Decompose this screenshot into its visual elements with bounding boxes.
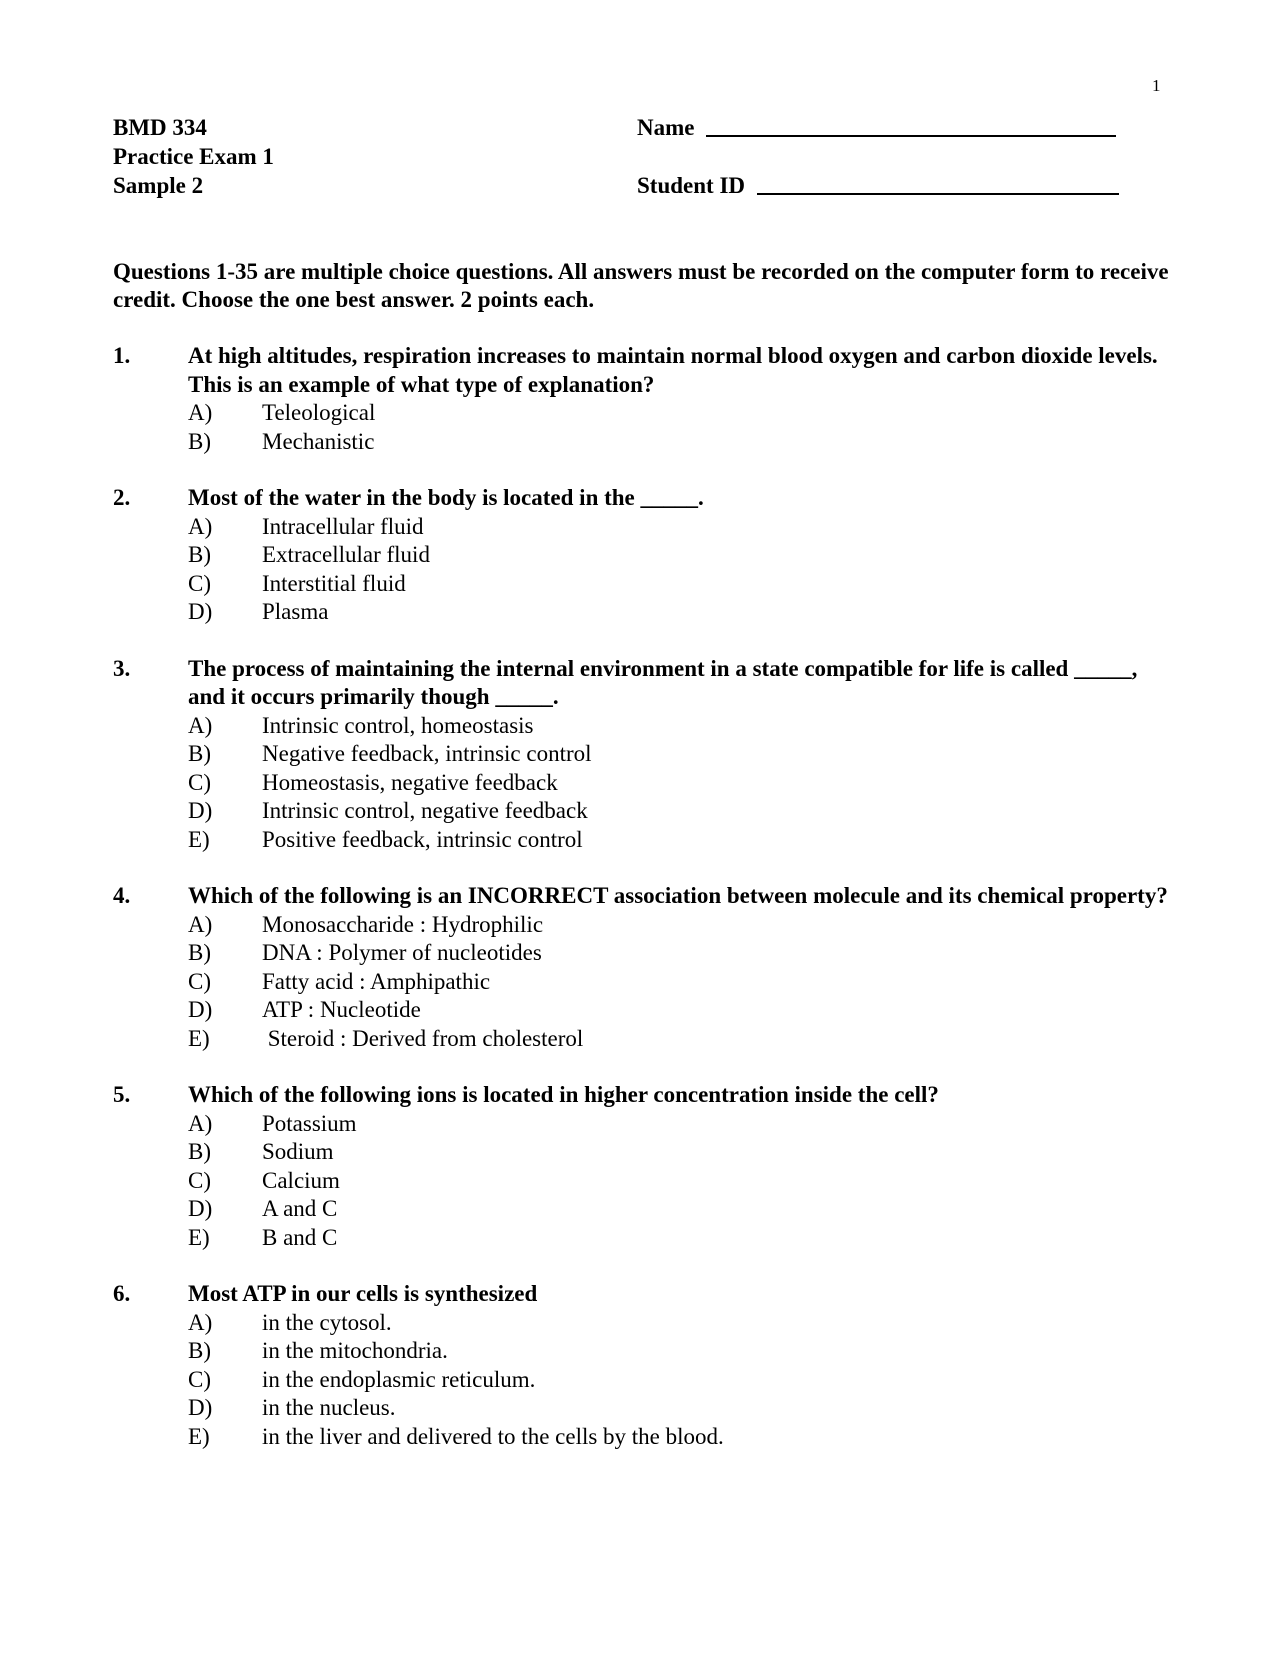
instructions: Questions 1-35 are multiple choice questions. All answers must be recorded on the computer form to receive credit. Choose the one best answer. 2 points each.	[113, 259, 1169, 312]
option-text: in the cytosol.	[262, 1309, 392, 1335]
question-stem: Which of the following is an INCORRECT association between molecule and its chemical property?	[188, 883, 1168, 908]
option-letter: B)	[188, 1139, 211, 1164]
answer-option	[188, 1394, 1173, 1423]
option-text: Intracellular fluid	[262, 513, 424, 539]
option-letter: B)	[188, 542, 211, 567]
answer-option	[188, 769, 1173, 798]
option-letter: B)	[188, 428, 211, 454]
question-1	[113, 342, 1173, 456]
option-letter: A)	[188, 400, 213, 425]
answer-option	[188, 797, 1173, 826]
option-letter: A)	[188, 911, 213, 937]
question-number: 4.	[113, 883, 131, 908]
answer-option	[188, 740, 1173, 769]
option-letter: B)	[188, 741, 211, 766]
option-text: Monosaccharide : Hydrophilic	[262, 911, 544, 937]
option-letter: C)	[188, 769, 211, 795]
exam-header	[113, 113, 274, 200]
option-letter: E)	[188, 826, 210, 852]
question-3	[113, 655, 1173, 855]
option-text: Fatty acid : Amphipathic	[262, 968, 491, 994]
option-letter: B)	[188, 1338, 211, 1363]
question-stem: At high altitudes, respiration increases to maintain normal blood oxygen and carbon dioxide levels. This is an example of what type of explanation?	[188, 343, 1158, 397]
option-text: Steroid : Derived from cholesterol	[262, 1025, 584, 1051]
option-text: B and C	[262, 1224, 338, 1250]
student-id-label: Student ID	[637, 173, 746, 198]
option-letter: D)	[188, 997, 213, 1022]
option-letter: C)	[188, 1167, 211, 1193]
answer-option	[188, 1224, 1173, 1253]
answer-option	[188, 1423, 1173, 1452]
option-text: Positive feedback, intrinsic control	[262, 826, 583, 852]
option-letter: C)	[188, 570, 211, 596]
answer-option	[188, 1110, 1173, 1139]
name-label: Name	[637, 115, 695, 140]
question-number: 3.	[113, 655, 131, 681]
question-number: 5.	[113, 1082, 131, 1107]
option-text: Sodium	[262, 1139, 334, 1164]
option-text: Interstitial fluid	[262, 570, 406, 596]
question-number: 1.	[113, 343, 131, 368]
option-letter: E)	[188, 1025, 210, 1051]
question-stem: Most of the water in the body is located in the _____.	[188, 485, 704, 510]
answer-option	[188, 1167, 1173, 1196]
option-text: Mechanistic	[262, 428, 375, 454]
course-title: BMD 334	[113, 115, 207, 140]
option-text: Teleological	[262, 400, 376, 425]
option-letter: B)	[188, 940, 211, 965]
answer-option	[188, 1195, 1173, 1224]
option-text: in the liver and delivered to the cells by the blood.	[262, 1423, 724, 1449]
question-list	[113, 342, 1173, 1479]
exam-title: Practice Exam 1	[113, 144, 274, 169]
option-text: Negative feedback, intrinsic control	[262, 741, 592, 766]
option-text: Intrinsic control, homeostasis	[262, 712, 534, 738]
option-letter: A)	[188, 1110, 213, 1136]
question-6	[113, 1280, 1173, 1451]
question-stem: The process of maintaining the internal environment in a state compatible for life is called _____, and it occurs primarily though _____.	[188, 655, 1138, 709]
question-5	[113, 1081, 1173, 1252]
page-number: 1	[1152, 76, 1161, 95]
student-id-field[interactable]	[757, 171, 1119, 195]
option-text: ATP : Nucleotide	[262, 997, 421, 1022]
option-text: Intrinsic control, negative feedback	[262, 798, 588, 823]
option-letter: E)	[188, 1423, 210, 1449]
option-letter: E)	[188, 1224, 210, 1250]
name-row	[637, 113, 1119, 142]
option-text: Potassium	[262, 1110, 357, 1136]
option-letter: C)	[188, 968, 211, 994]
name-field[interactable]	[706, 113, 1116, 137]
option-letter: D)	[188, 1395, 213, 1420]
answer-option	[188, 712, 1173, 741]
question-stem: Which of the following ions is located in higher concentration inside the cell?	[188, 1082, 939, 1107]
option-text: Extracellular fluid	[262, 542, 430, 567]
option-text: in the mitochondria.	[262, 1338, 448, 1363]
answer-option	[188, 399, 1173, 428]
answer-option	[188, 513, 1173, 542]
answer-option	[188, 1337, 1173, 1366]
option-letter: A)	[188, 513, 213, 539]
option-letter: D)	[188, 599, 213, 624]
answer-option	[188, 598, 1173, 627]
answer-option	[188, 1309, 1173, 1338]
option-letter: C)	[188, 1366, 211, 1392]
option-text: A and C	[262, 1196, 338, 1221]
answer-option	[188, 570, 1173, 599]
option-text: in the endoplasmic reticulum.	[262, 1366, 536, 1392]
answer-option	[188, 826, 1173, 855]
student-id-row	[637, 171, 1119, 200]
option-text: Calcium	[262, 1167, 340, 1193]
answer-option	[188, 996, 1173, 1025]
option-text: DNA : Polymer of nucleotides	[262, 940, 542, 965]
option-text: Plasma	[262, 599, 329, 624]
option-text: Homeostasis, negative feedback	[262, 769, 558, 795]
answer-option	[188, 428, 1173, 457]
answer-option	[188, 1025, 1173, 1054]
answer-option	[188, 968, 1173, 997]
option-letter: D)	[188, 798, 213, 823]
student-info	[637, 113, 1119, 200]
answer-option	[188, 939, 1173, 968]
question-number: 2.	[113, 485, 131, 510]
question-stem: Most ATP in our cells is synthesized	[188, 1281, 538, 1306]
question-number: 6.	[113, 1281, 131, 1306]
question-4	[113, 882, 1173, 1053]
answer-option	[188, 911, 1173, 940]
option-text: in the nucleus.	[262, 1395, 396, 1420]
answer-option	[188, 541, 1173, 570]
answer-option	[188, 1366, 1173, 1395]
sample-label: Sample 2	[113, 173, 204, 198]
answer-option	[188, 1138, 1173, 1167]
option-letter: A)	[188, 712, 213, 738]
option-letter: A)	[188, 1309, 213, 1335]
question-2	[113, 484, 1173, 627]
option-letter: D)	[188, 1196, 213, 1221]
